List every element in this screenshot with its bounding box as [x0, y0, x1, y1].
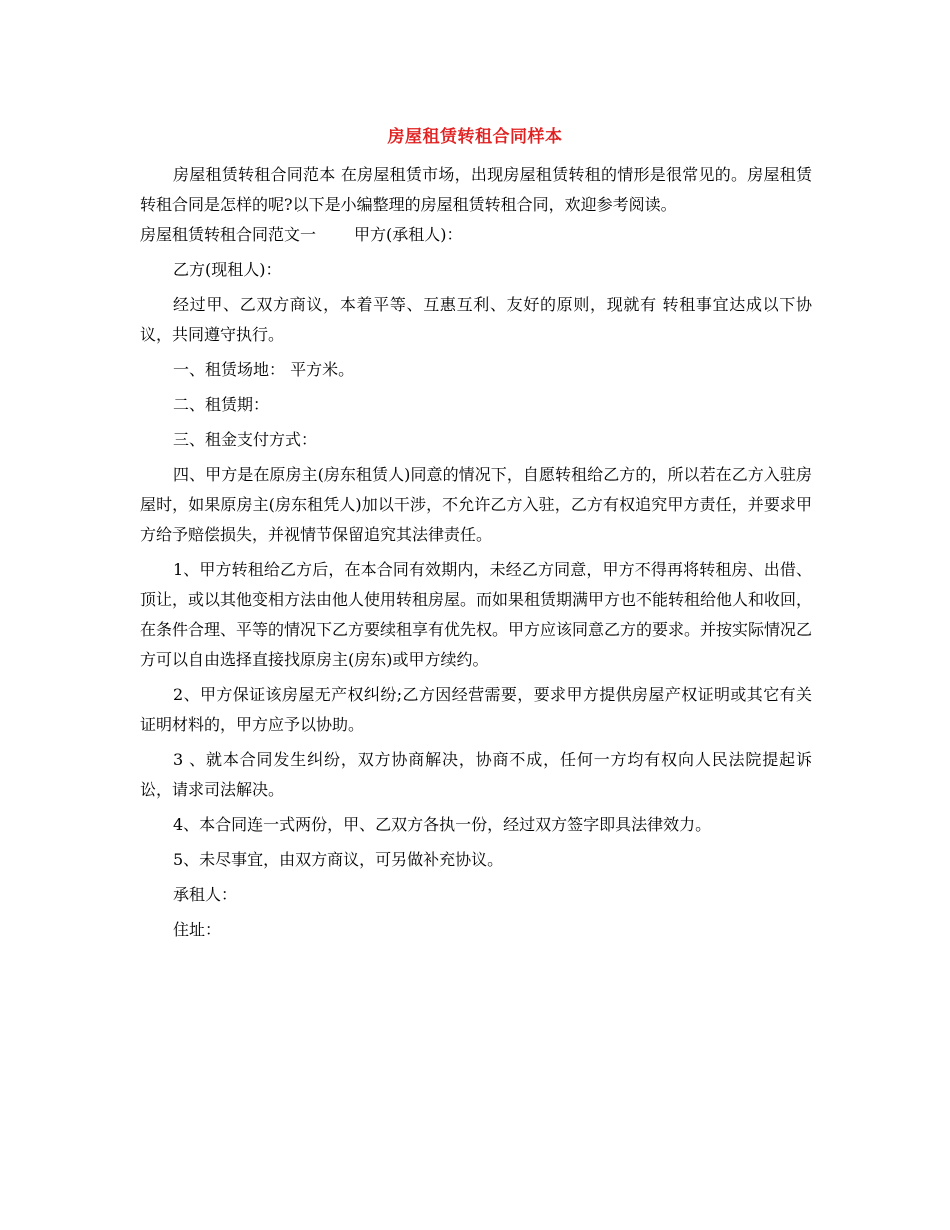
clause-1: 1、甲方转租给乙方后，在本合同有效期内，未经乙方同意，甲方不得再将转租房、出借、顶让，或以其他变相方法由他人使用转租房屋。而如果租赁期满甲方也不能转租给他人和收回，在条件合理、平等的情况下乙方要续租享有优先权。甲方应该同意乙方的要求。并按实际情况乙方可以自由选择直接找原房主(房东)或甲方续约。 [140, 560, 813, 669]
signature-lessee: 承租人： [173, 885, 238, 904]
clause-2: 2、甲方保证该房屋无产权纠纷;乙方因经营需要，要求甲方提供房屋产权证明或其它有关证明材料的，甲方应予以协助。 [140, 685, 812, 734]
clause-venue: 一、租赁场地： 平方米。 [173, 360, 355, 379]
party-b-label: 乙方(现租人)： [173, 260, 282, 279]
clause-consent: 四、甲方是在原房主(房东租赁人)同意的情况下，自愿转租给乙方的，所以若在乙方入驻房屋时，如果原房主(房东租凭人)加以干涉，不允许乙方入驻，乙方有权追究甲方责任，并要求甲方给予赔偿损失，并视情节保留追究其法律责任。 [140, 465, 812, 544]
party-a-label: 甲方(承租人)： [354, 225, 463, 244]
signature-address: 住址： [173, 920, 222, 939]
sample-heading-line [140, 220, 812, 250]
document-title: 房屋租赁转租合同样本 [387, 127, 563, 147]
clause-4: 4、本合同连一式两份，甲、乙双方各执一份，经过双方签字即具法律效力。 [173, 815, 712, 834]
intro-paragraph: 房屋租赁转租合同范本 在房屋租赁市场，出现房屋租赁转租的情形是很常见的。房屋租赁转租合同是怎样的呢?以下是小编整理的房屋租赁转租合同，欢迎参考阅读。 [140, 165, 812, 214]
document-body [140, 160, 812, 945]
agreement-paragraph: 经过甲、乙双方商议，本着平等、互惠互利、友好的原则，现就有 转租事宜达成以下协议，共同遵守执行。 [140, 295, 812, 344]
clause-payment: 三、租金支付方式： [173, 430, 318, 449]
clause-5: 5、未尽事宜，由双方商议，可另做补充协议。 [173, 850, 504, 869]
clause-term: 二、租赁期： [173, 395, 270, 414]
sample-heading: 房屋租赁转租合同范文一 [140, 225, 317, 244]
clause-3: 3 、就本合同发生纠纷，双方协商解决，协商不成，任何一方均有权向人民法院提起诉讼，请求司法解决。 [140, 750, 812, 799]
